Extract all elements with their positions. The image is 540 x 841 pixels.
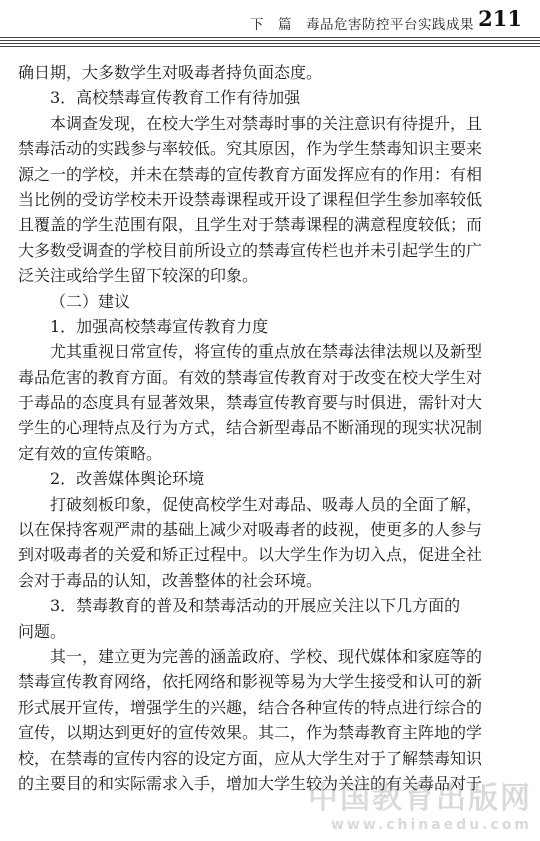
header-rule (0, 37, 540, 47)
text-line: 禁毒宣传教育网络，依托网络和影视等易为大学生接受和认可的新 (18, 672, 483, 692)
text-line: 确日期，大多数学生对吸毒者持负面态度。 (18, 63, 323, 82)
text-line: 形式展开宣传，增强学生的兴趣，结合各种宣传的特点进行综合的 (18, 697, 483, 717)
running-header (250, 13, 474, 33)
page-header (0, 0, 540, 50)
text-line: 泛关注或给学生留下较深的印象。 (18, 266, 259, 286)
watermark-url: www.chinaedu.com (330, 817, 532, 833)
watermark-text: 中国教育出版网 (308, 781, 532, 816)
text-line: 会对于毒品的认知，改善整体的社会环境。 (18, 570, 323, 590)
text-line: 定有效的宣传策略。 (18, 443, 163, 463)
section-heading: （二）建议 (50, 291, 131, 311)
text-line: 当比例的受访学校未开设禁毒课程或开设了课程但学生参加率较低 (18, 189, 483, 209)
text-line: 大多数受调查的学校目前所设立的禁毒宣传栏也并未引起学生的广 (18, 240, 483, 260)
body-text (18, 60, 526, 796)
text-line: 尤其重视日常宣传，将宣传的重点放在禁毒法律法规以及新型 (50, 342, 483, 362)
section-heading: 3．高校禁毒宣传教育工作有待加强 (50, 88, 301, 108)
text-line: 以在保持客观严肃的基础上减少对吸毒者的歧视，使更多的人参与 (18, 520, 483, 540)
text-line: 且覆盖的学生范围有限，且学生对于禁毒课程的满意程度较低；而 (18, 215, 483, 235)
text-line: 本调查发现，在校大学生对禁毒时事的关注意识有待提升，且 (50, 113, 483, 133)
header-title: 毒品危害防控平台实践成果 (306, 17, 474, 33)
text-line: 禁毒活动的实践参与率较低。究其原因，作为学生禁毒知识主要来 (18, 139, 483, 159)
text-line: 到对吸毒者的关爱和矫正过程中。以大学生作为切入点，促进全社 (18, 545, 483, 565)
text-line: 于毒品的态度具有显著效果，禁毒宣传教育要与时俱进，需针对大 (18, 393, 483, 413)
text-line: 源之一的学校，并未在禁毒的宣传教育方面发挥应有的作用：有相 (18, 164, 483, 184)
text-line: 校，在禁毒的宣传内容的设定方面，应从大学生对于了解禁毒知识 (18, 748, 483, 768)
section-heading: 2．改善媒体舆论环境 (50, 469, 205, 489)
text-line: 毒品危害的教育方面。有效的禁毒宣传教育对于改变在校大学生对 (18, 367, 483, 387)
text-line: 问题。 (18, 621, 67, 641)
text-line: 学生的心理特点及行为方式，结合新型毒品不断涌现的现实状况制 (18, 418, 483, 438)
text-line: 宣传，以期达到更好的宣传效果。其二，作为禁毒教育主阵地的学 (18, 723, 483, 743)
header-part: 下 篇 (250, 17, 292, 33)
section-heading: 1．加强高校禁毒宣传教育力度 (50, 316, 269, 336)
section-heading: 3．禁毒教育的普及和禁毒活动的开展应关注以下几方面的 (50, 596, 461, 616)
text-line: 其一，建立更为完善的涵盖政府、学校、现代媒体和家庭等的 (50, 646, 483, 666)
page-number: 211 (478, 6, 522, 31)
text-line: 的主要目的和实际需求入手，增加大学生较为关注的有关毒品对于 (18, 773, 483, 793)
text-line: 打破刻板印象，促使高校学生对毒品、吸毒人员的全面了解， (50, 494, 483, 514)
